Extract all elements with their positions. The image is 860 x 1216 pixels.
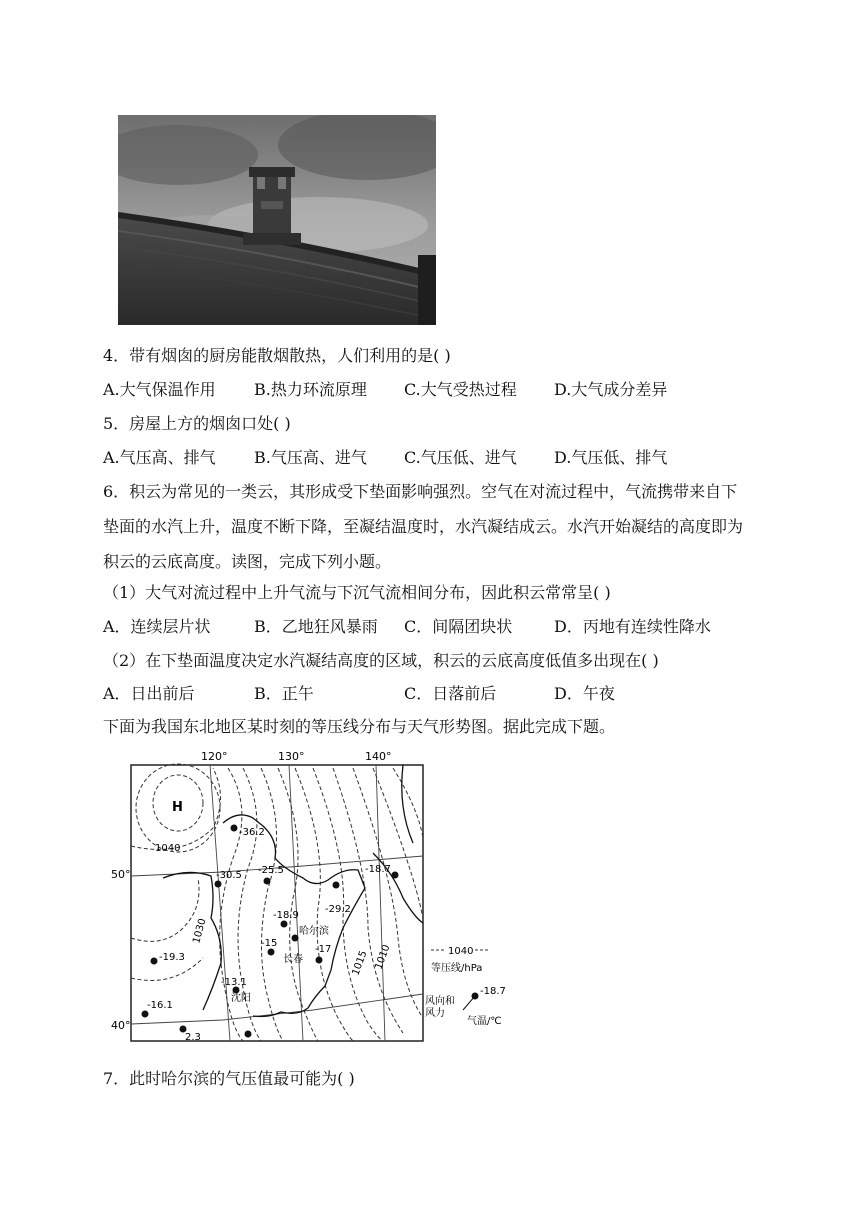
temp-label: -15 [261,938,278,949]
lon-label-120: 120° [201,750,228,763]
q4-stem: 4．带有烟囱的厨房能散烟散热，人们利用的是( ) [103,346,451,365]
temp-label: -18.7 [365,864,391,875]
q7-stem: 7．此时哈尔滨的气压值最可能为( ) [103,1069,355,1088]
q5-option-c[interactable]: C.气压低、进气 [404,448,517,467]
temp-label: -30.5 [216,870,242,881]
q6-sub1-option-c[interactable]: C．间隔团块状 [404,617,513,636]
q4-option-b[interactable]: B.热力环流原理 [254,380,367,399]
isobar-label-1015: 1015 [350,949,370,978]
isobar-map-svg [103,748,523,1058]
legend-temp-text: 气温/℃ [467,1016,502,1027]
high-pressure-label: H [172,800,183,815]
lat-label-50: 50° [111,868,131,881]
temp-label: -18.9 [273,910,299,921]
q6-sub1-option-d[interactable]: D．丙地有连续性降水 [554,617,711,636]
city-label-harbin: 哈尔滨 [299,926,329,937]
temp-label: -25.5 [258,865,284,876]
lon-label-130: 130° [278,750,305,763]
q5-option-a[interactable]: A.气压高、排气 [103,448,216,467]
q6-sub1-stem: （1）大气对流过程中上升气流与下沉气流相间分布，因此积云常常呈( ) [103,583,611,602]
isobar-label-1040: 1040 [155,843,181,854]
q5-option-d[interactable]: D.气压低、排气 [554,448,668,467]
lat-label-40: 40° [111,1019,131,1032]
isobar-label-1030: 1030 [191,917,209,945]
temp-label: 2.3 [185,1032,201,1043]
legend-isobar-text: 等压线/hPa [431,963,483,974]
temp-label: -17 [315,944,332,955]
q6-sub2-option-c[interactable]: C．日落前后 [404,684,497,703]
isobar-label-1010: 1010 [373,943,393,972]
legend-temp-value: -18.7 [480,986,506,997]
q4-option-c[interactable]: C.大气受热过程 [404,380,517,399]
chimney-photo-image [118,115,436,325]
city-label-changchun: 长春 [283,954,303,965]
q5-stem: 5．房屋上方的烟囱口处( ) [103,414,291,433]
map-intro: 下面为我国东北地区某时刻的等压线分布与天气形势图。据此完成下题。 [103,717,616,736]
q6-sub2-option-b[interactable]: B．正午 [254,684,314,703]
temp-label: -13.1 [221,977,247,988]
q6-sub2-option-a[interactable]: A．日出前后 [103,684,195,703]
q6-sub2-option-d[interactable]: D．午夜 [554,684,615,703]
legend-wind-barb [463,996,475,1010]
legend-wind-text: 风向和 风力 [425,996,455,1019]
legend-isobar-value: 1040 [448,946,474,957]
q4-option-a[interactable]: A.大气保温作用 [103,380,216,399]
temp-label: -16.1 [147,1000,173,1011]
q6-sub2-stem: （2）在下垫面温度决定水汽凝结高度的区域，积云的云底高度低值多出现在( ) [103,651,659,670]
chimney-photo [118,115,436,325]
q4-option-d[interactable]: D.大气成分差异 [554,380,668,399]
q6-sub1-option-a[interactable]: A．连续层片状 [103,617,211,636]
city-label-shenyang: 沈阳 [231,993,251,1004]
q5-option-b[interactable]: B.气压高、进气 [254,448,367,467]
map-legend [425,946,506,1027]
temp-label: -19.3 [159,952,185,963]
temp-label: -36.2 [239,827,265,838]
q6-sub1-option-b[interactable]: B．乙地狂风暴雨 [254,617,378,636]
q6-intro: 6．积云为常见的一类云，其形成受下垫面影响强烈。空气在对流过程中，气流携带来自下垫面的水汽上升，温度不断下降，至凝结温度时，水汽凝结成云。水汽开始凝结的高度即为积云的云底高度。读图，完成下列小题。 [103,482,744,571]
temp-label: -29.2 [325,904,351,915]
isobar-weather-map [103,748,523,1058]
lon-label-140: 140° [365,750,392,763]
